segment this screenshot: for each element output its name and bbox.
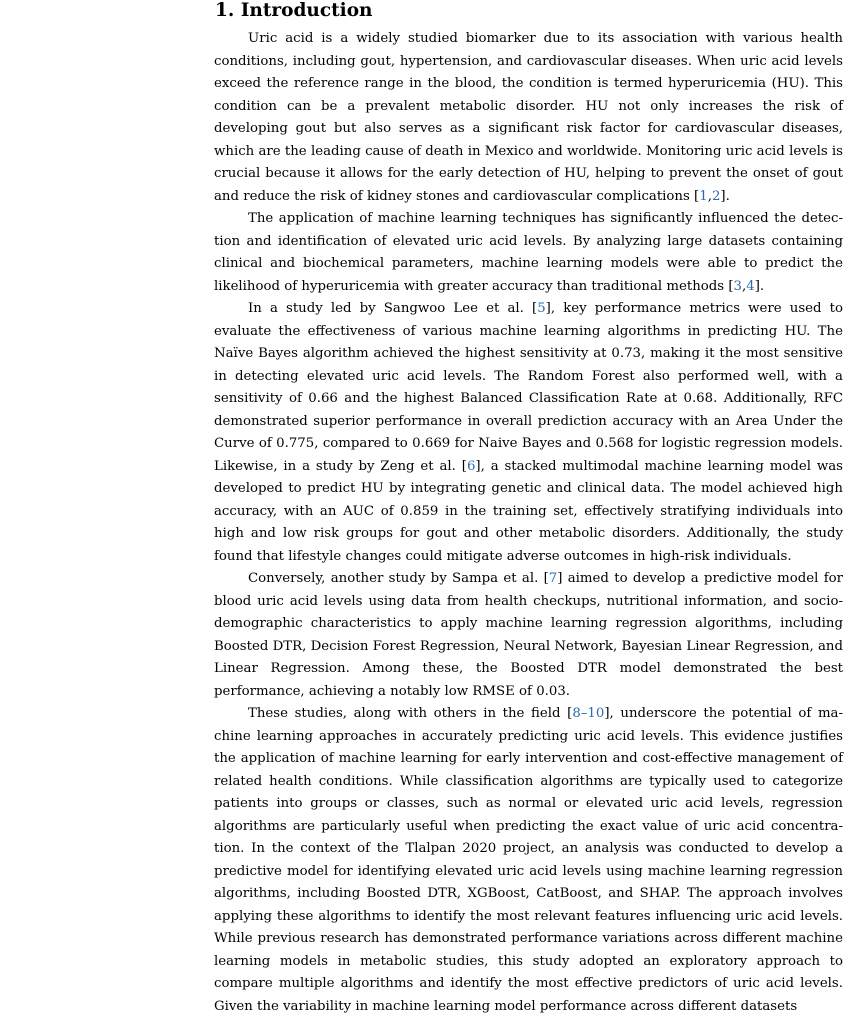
paragraph-text: ], key performance metrics were used to evaluate the effectiveness of various machine learning algorithms in predicting HU. The Naïve Bayes algorithm achieved the highest sensitivity at 0.73, making it the most sensitive in detecting elevated uric acid levels. The Random Forest also performed well, with a sensitivity of 0.66 and the highest Balanced Classification Rate at 0.68. Additionally, RFC demonstrated superior performance in overall prediction accuracy with an Area Under the Curve of 0.775, compared to 0.669 for Naive Bayes and 0.568 for logistic regression models. Likewise, in a study by Zeng et al. [ (214, 301, 843, 474)
paragraph-text: ]. (720, 188, 730, 204)
paragraph-text: These studies, along with others in the field [ (248, 706, 573, 721)
citation-link[interactable]: 8–10 (572, 706, 605, 721)
paragraph-text: ] aimed to develop a predictive model for blood uric acid levels using data from health checkups, nutritional information, and sociodemographic characteristics to apply machine learning regression algorithms, including Boosted DTR, Decision Forest Regression, Neural Network, Bayesian Linear Regression, and Linear Regression. Among these, the Boosted DTR model demonstrated the best performance, achieving a notably low RMSE of 0.03. (214, 571, 843, 699)
paragraph (214, 298, 843, 568)
paragraph (214, 208, 843, 298)
citation-link[interactable]: 1 (699, 188, 708, 204)
paragraph-text: ]. (754, 278, 765, 294)
citation-link[interactable]: 7 (548, 571, 558, 586)
paragraph (214, 703, 843, 1018)
paragraph-text: The application of machine learning techniques has significantly influenced the detection and identification of elevated uric acid levels. By analyzing large datasets containing clinical and biochemical parameters, machine learning models were able to predict the likelihood of hyperuricemia with greater accuracy than traditional methods [ (214, 211, 843, 294)
paragraph-text: In a study led by Sangwoo Lee et al. [ (248, 301, 538, 316)
citation-link[interactable]: 4 (746, 278, 755, 294)
section-heading: 1. Introduction (215, 0, 373, 21)
citation-link[interactable]: 2 (711, 188, 721, 204)
paragraph-text: ], a stacked multimodal machine learning model was developed to predict HU by integrating genetic and clinical data. The model achieved high accuracy, with an AUC of 0.859 in the training set, effectively stratifying individuals into high and low risk groups for gout and other metabolic disorders. Additionally, the study found that lifestyle changes could mitigate adverse outcomes in high-risk individuals. (214, 458, 843, 564)
citation-link[interactable]: 6 (466, 458, 476, 474)
citation-link[interactable]: 3 (733, 278, 743, 294)
paragraph-text: , (707, 188, 712, 204)
paragraph (214, 568, 843, 703)
paragraph-text: ], underscore the potential of machine learning approaches in accurately predicting uric acid levels. This evidence justifies the application of machine learning for early intervention and cost-effective management of related health conditions. While classification algorithms are typically used to categorize patients into groups or classes, such as normal or elevated uric acid levels, regression algorithms are particularly useful when predicting the exact value of uric acid concentration. In the context of the Tlalpan 2020 project, an analysis was conducted to develop a predictive model for identifying elevated uric acid levels using machine learning regression algorithms, including Boosted DTR, XGBoost, CatBoost, and SHAP. The approach involves applying these algorithms to identify the most relevant features influencing uric acid levels. While previous research has demonstrated performance variations across different machine learning models in metabolic studies, this study adopted an exploratory approach to compare multiple algorithms and identify the most effective predictors of uric acid levels. Given the variability in machine learning model performance across different datasets (214, 706, 843, 1014)
citation-link[interactable]: 5 (537, 301, 546, 316)
paragraph-text: , (742, 278, 747, 294)
paragraph-text: Uric acid is a widely studied biomarker due to its association with various health conditions, including gout, hypertension, and cardiovascular diseases. When uric acid levels exceed the reference range in the blood, the condition is termed hyperuricemia (HU). This condition can be a prevalent metabolic disorder. HU not only increases the risk of developing gout but also serves as a significant risk factor for cardiovascular diseases, which are the leading cause of death in Mexico and worldwide. Monitoring uric acid levels is crucial because it allows for the early detection of HU, helping to prevent the onset of gout and reduce the risk of kidney stones and cardiovascular complications [ (214, 31, 843, 204)
paragraph-text: Conversely, another study by Sampa et al. [ (248, 571, 549, 586)
paragraph (214, 28, 843, 208)
body-text (214, 28, 843, 1018)
